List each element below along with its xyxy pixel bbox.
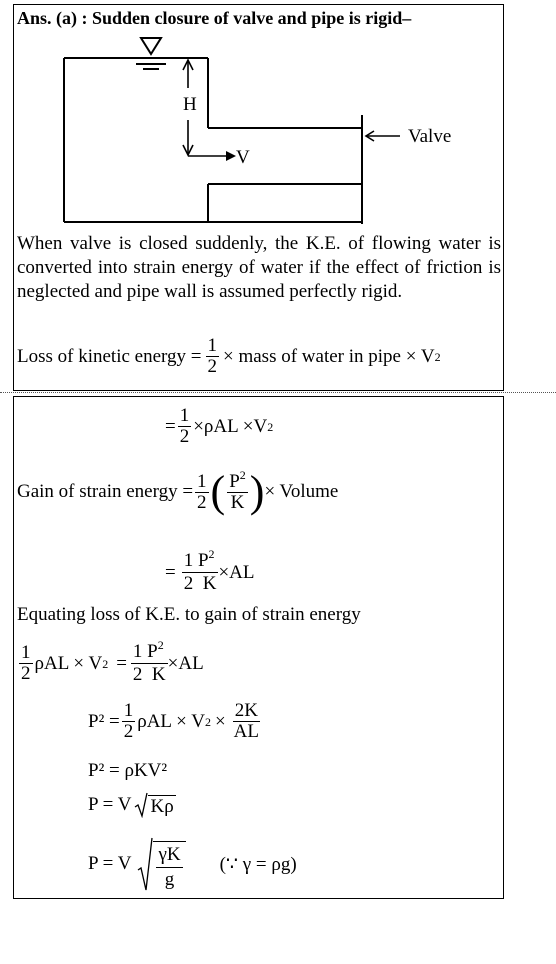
answer-title: Ans. (a) : Sudden closure of valve and pipe is rigid– bbox=[17, 8, 412, 28]
p-squared-result: P² = ρKV² bbox=[88, 760, 168, 781]
equating-statement: Equating loss of K.E. to gain of strain energy bbox=[17, 604, 361, 625]
because-note: (∵ γ = ρg) bbox=[219, 853, 297, 875]
water-level-icon bbox=[136, 38, 166, 69]
p-sqrt-k-rho-equation: P = V Kρ bbox=[88, 794, 174, 817]
p-squared-equation: P² = $\frac{1}{2}$ ρAL × V 2 × $\frac{2K}{AL}$ bbox=[88, 700, 259, 742]
page-divider bbox=[0, 392, 556, 393]
gain-strain-energy-equation: Gain of strain energy = $\frac{1}{2}$ ( $\frac{P^2}{K}$ ) × Volume bbox=[17, 467, 339, 516]
height-label: H bbox=[183, 94, 197, 115]
sqrt-icon bbox=[134, 792, 148, 818]
velocity-label: V bbox=[236, 147, 250, 168]
valve-label: Valve bbox=[408, 126, 452, 147]
strain-energy-expression: = $\frac{1 P^2}{2 K}$ ×AL bbox=[165, 547, 255, 594]
p-sqrt-gamma-equation: P = V γK g (∵ γ = ρg) bbox=[88, 836, 297, 892]
loss-ke-equation: Loss of kinetic energy = $\frac{1}{2}$ × mass of water in pipe × V 2 bbox=[17, 335, 441, 377]
tank-pipe-diagram bbox=[0, 0, 556, 230]
loss-ke-expression: = $\frac{1}{2}$ ×ρAL ×V 2 bbox=[165, 405, 274, 447]
sqrt-icon bbox=[137, 836, 153, 892]
velocity-arrow-icon bbox=[226, 151, 236, 161]
valve-arrow-icon bbox=[366, 131, 400, 141]
explanation-paragraph: When valve is closed suddenly, the K.E. of flowing water is converted into strain energy of water if the effect of friction is neglected and pipe wall is assumed perfectly rigid. bbox=[17, 233, 501, 302]
equating-equation: $\frac{1}{2}$ ρAL × V 2 = $\frac{1 P^2}{2 K}$ ×AL bbox=[21, 638, 204, 685]
